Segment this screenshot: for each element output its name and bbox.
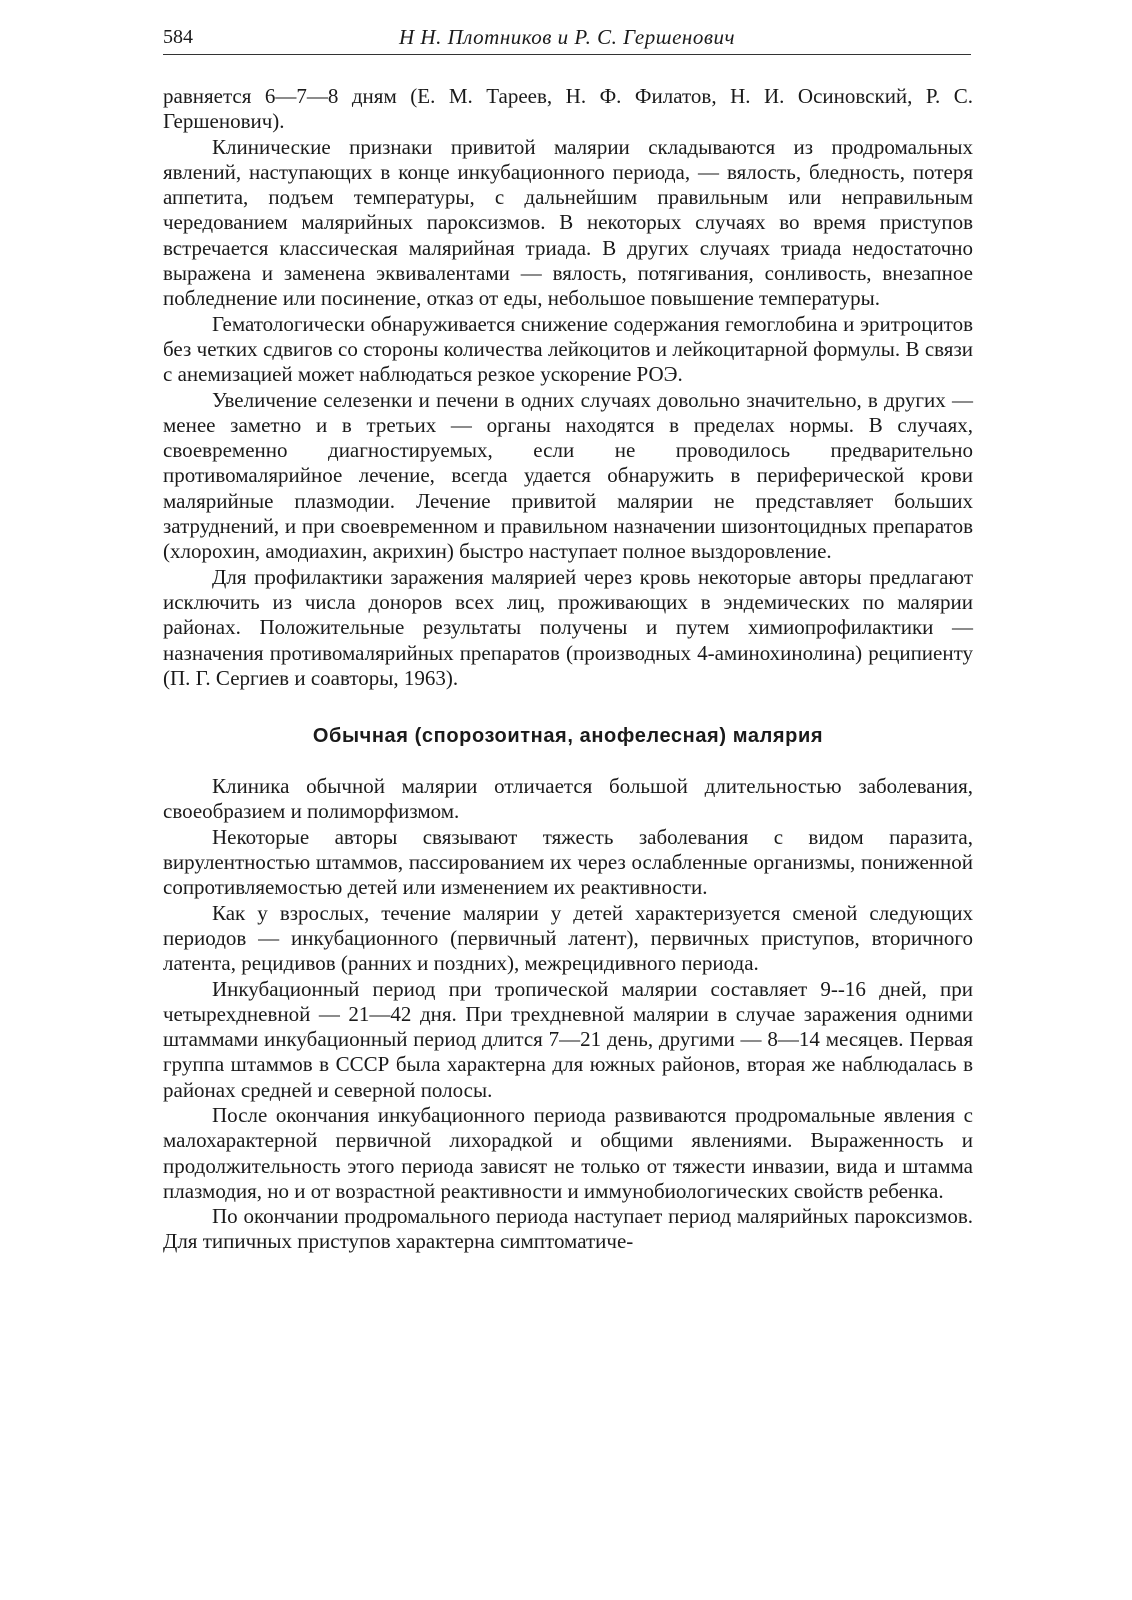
paragraph: Гематологически обнаруживается снижение содержания гемоглобина и эритроцитов без четких сдвигов со стороны количества лейкоцитов и лейкоцитарной формулы. В связи с анемизацией может наблюдаться резкое ускорение РОЭ. <box>163 311 973 387</box>
paragraph: Клинические признаки привитой малярии складываются из продромальных явлений, наступающих в конце инкубационного периода, — вялость, бледность, потеря аппетита, подъем температуры, с дальнейшим правильным или неправильным чередованием малярийных пароксизмов. В некоторых случаях во время приступов встречается классическая малярийная триада. В других случаях триада недостаточно выражена и заменена эквивалентами — вялость, потягивания, сонливость, внезапное побледнение или посинение, отказ от еды, небольшое повышение температуры. <box>163 134 973 311</box>
paragraph: равняется 6—7—8 дням (Е. М. Тареев, Н. Ф. Филатов, Н. И. Осиновский, Р. С. Гершенович). <box>163 84 973 134</box>
paragraph: Клиника обычной малярии отличается большой длительностью заболевания, своеобразием и полиморфизмом. <box>163 774 973 824</box>
paragraph: По окончании продромального периода наступает период малярийных пароксизмов. Для типичных приступов характерна симптоматиче- <box>163 1204 973 1254</box>
paragraph: Для профилактики заражения малярией через кровь некоторые авторы предлагают исключить из числа доноров всех лиц, проживающих в эндемических по малярии районах. Положительные результаты получены и путем химиопрофилактики — назначения противомалярийных препаратов (производных 4-аминохинолина) реципиенту (П. Г. Сергиев и соавторы, 1963). <box>163 564 973 690</box>
running-head: Н Н. Плотников и Р. С. Гершенович <box>399 25 735 49</box>
page-body <box>163 84 973 1255</box>
paragraph: Некоторые авторы связывают тяжесть заболевания с видом паразита, вирулентностью штаммов, пассированием их через ослабленные организмы, пониженной сопротивляемостью детей или изменением их реактивности. <box>163 824 973 900</box>
paragraph: После окончания инкубационного периода развиваются продромальные явления с малохарактерной первичной лихорадкой и общими явлениями. Выраженность и продолжительность этого периода зависят не только от тяжести инвазии, вида и штамма плазмодия, но и от возрастной реактивности и иммунобиологических свойств ребенка. <box>163 1102 973 1203</box>
paragraph: Как у взрослых, течение малярии у детей характеризуется сменой следующих периодов — инкубационного (первичный латент), первичных приступов, вторичного латента, рецидивов (ранних и поздних), межрецидивного периода. <box>163 900 973 976</box>
section-title: Обычная (спорозоитная, анофелесная) малярия <box>312 725 824 748</box>
paragraph: Инкубационный период при тропической малярии составляет 9--16 дней, при четырехдневной — 21—42 дня. При трехдневной малярии в случае заражения одними штаммами инкубационный период длится 7—21 день, другими — 8—14 месяцев. Первая группа штаммов в СССР была характерна для южных районов, вторая же наблюдалась в районах средней и северной полосы. <box>163 976 973 1102</box>
page-header <box>163 24 971 55</box>
paragraph: Увеличение селезенки и печени в одних случаях довольно значительно, в других — менее заметно и в третьих — органы находятся в пределах нормы. В случаях, своевременно диагностируемых, если не проводилось предварительно противомалярийное лечение, всегда удается обнаружить в периферической крови малярийные плазмодии. Лечение привитой малярии не представляет больших затруднений, и при своевременном и правильном назначении шизонтоцидных препаратов (хлорохин, амодиахин, акрихин) быстро наступает полное выздоровление. <box>163 387 973 564</box>
page-number: 584 <box>163 26 193 48</box>
